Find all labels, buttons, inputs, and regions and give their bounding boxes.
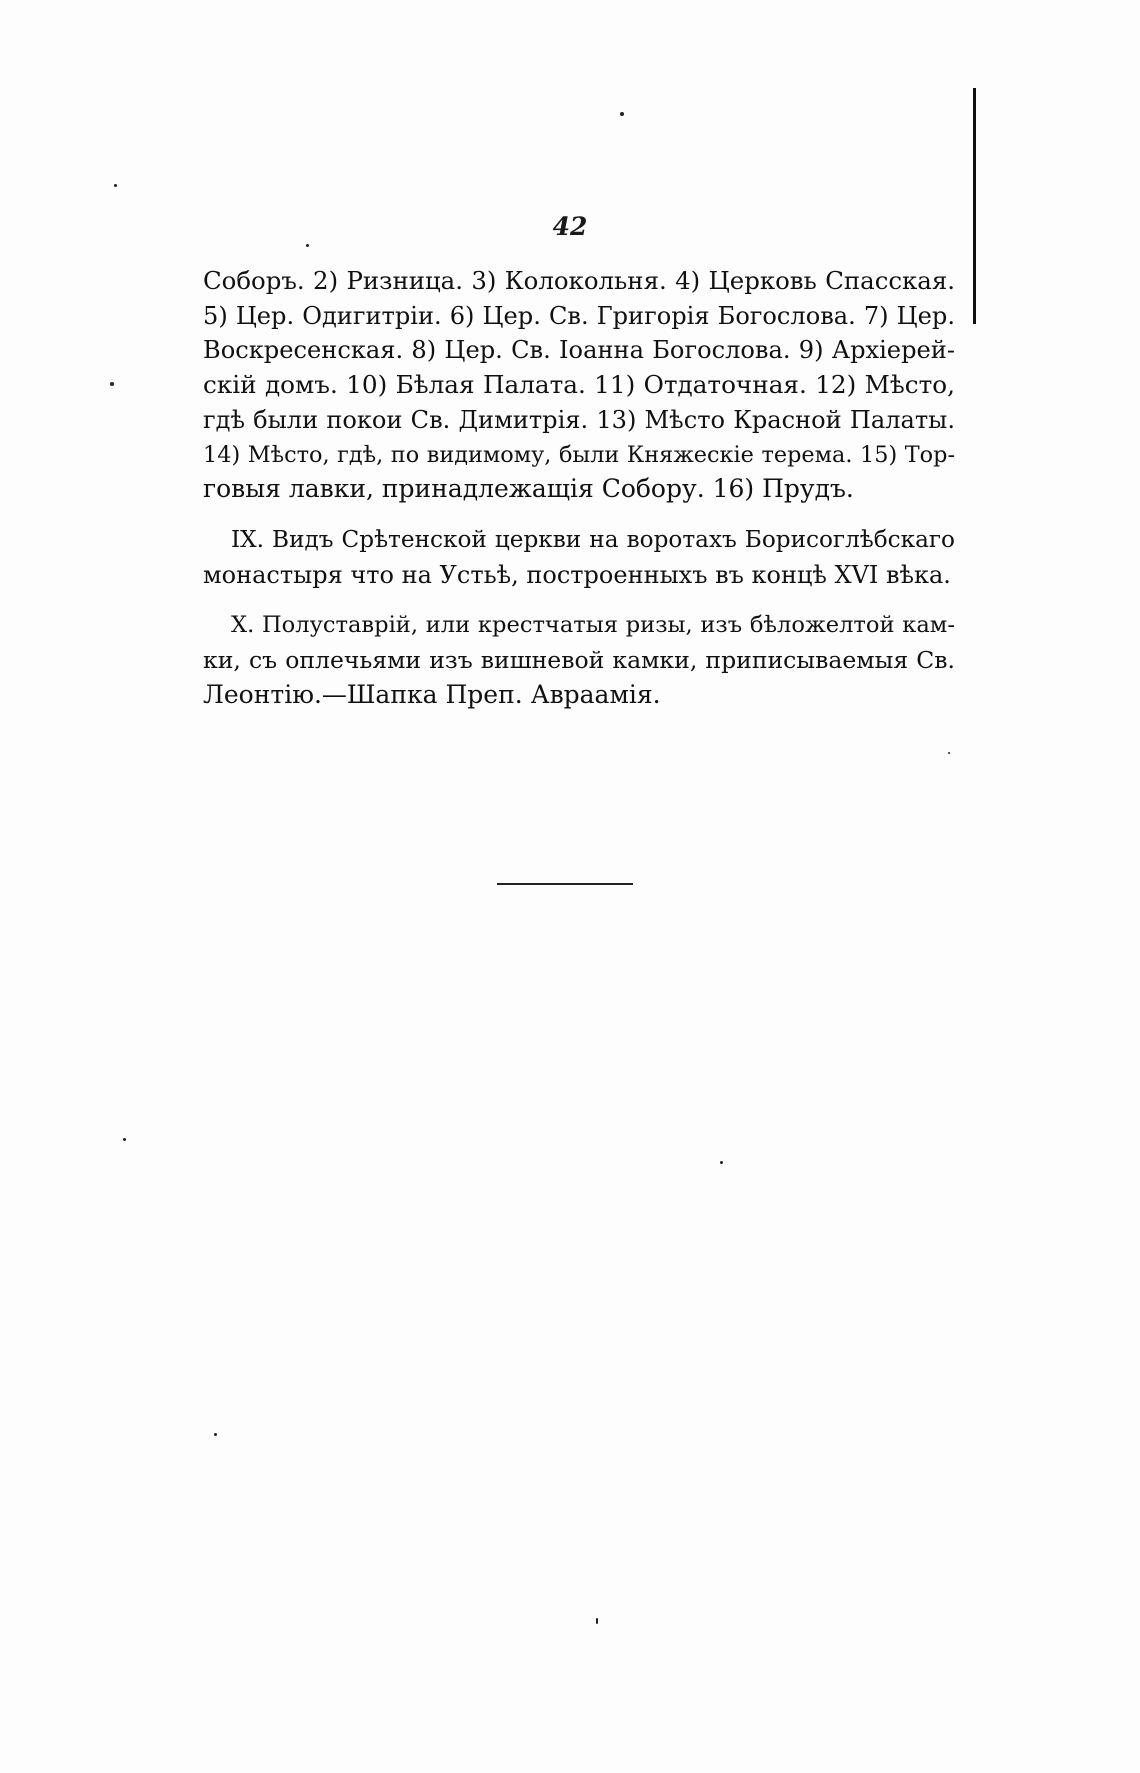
- scan-speck: [948, 752, 950, 754]
- scan-speck: [720, 1161, 723, 1164]
- paragraph-gap: [203, 592, 955, 608]
- margin-scan-bar: [973, 88, 976, 324]
- text-line: 14) Мѣсто, гдѣ, по видимому, были Княжескіе терема. 15) Тор-: [203, 441, 955, 468]
- scan-speck: [110, 382, 114, 386]
- scan-speck: [214, 1433, 217, 1436]
- caption-text: [203, 264, 955, 712]
- paragraph-gap: [203, 507, 955, 523]
- scan-speck: [306, 244, 309, 247]
- text-line: Леонтію.—Шапка Преп. Авраамія.: [203, 679, 661, 709]
- text-line: говыя лавки, принадлежащія Собору. 16) Прудъ.: [203, 474, 854, 504]
- text-line: скій домъ. 10) Бѣлая Палата. 11) Отдаточная. 12) Мѣсто,: [203, 370, 955, 400]
- scan-speck: [620, 112, 624, 116]
- section-divider-rule: [497, 883, 633, 885]
- text-line: Воскресенская. 8) Цер. Св. Іоанна Богослова. 9) Архіерей-: [203, 336, 955, 365]
- text-line: ки, съ оплечьями изъ вишневой камки, приписываемыя Св.: [203, 646, 955, 675]
- text-line: IX. Видъ Срѣтенской церкви на воротахъ Борисоглѣбскаго: [231, 525, 955, 553]
- scan-speck: [596, 1618, 598, 1624]
- text-line: Соборъ. 2) Ризница. 3) Колокольня. 4) Церковь Спасская.: [203, 266, 955, 295]
- scan-speck: [123, 1138, 126, 1141]
- text-line: 5) Цер. Одигитріи. 6) Цер. Св. Григорія Богослова. 7) Цер.: [203, 301, 955, 330]
- text-line: X. Полуставрій, или крестчатыя ризы, изъ бѣложелтой кам-: [231, 612, 955, 639]
- text-line: монастыря что на Устьѣ, построенныхъ въ концѣ XVI вѣка.: [203, 560, 951, 589]
- scan-speck: [114, 184, 117, 187]
- page-number: 42: [552, 212, 588, 241]
- text-line: гдѣ были покои Св. Димитрія. 13) Мѣсто Красной Палаты.: [203, 405, 955, 434]
